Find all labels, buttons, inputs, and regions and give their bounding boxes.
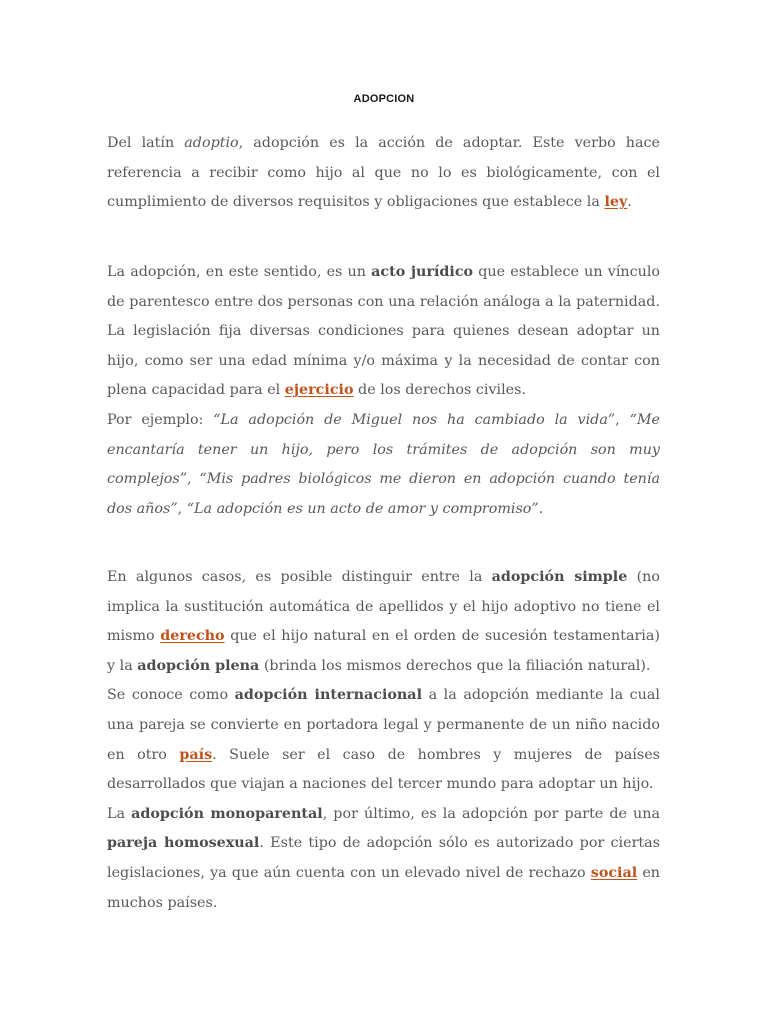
paragraph-internacional [107, 681, 660, 799]
text-segment: en muchos países. [107, 864, 660, 911]
link-ley[interactable]: ley [604, 194, 628, 211]
text-segment: (no implica la sustitución automática de apellidos y el hijo adoptivo no tiene el mismo [107, 569, 660, 645]
paragraph-acto-juridico [107, 258, 660, 406]
text-segment: La adopción, en este sentido, es un [107, 264, 372, 280]
text-segment: La [107, 805, 132, 822]
link-social[interactable]: social [590, 864, 638, 881]
paragraph-monoparental [107, 800, 660, 918]
text-segment: , por último, es la adopción por parte de una [322, 805, 661, 822]
example-quote-1: “La adopción de Miguel nos ha cambiado la vida” [213, 411, 616, 428]
text-segment: , [177, 500, 187, 517]
term-adopcion-simple: adopción simple [491, 569, 628, 585]
paragraph-examples [107, 406, 660, 524]
text-segment: Del latín [107, 135, 185, 151]
text-segment: . [627, 194, 632, 211]
text-segment: de los derechos civiles. [353, 382, 527, 399]
text-segment: Se conoce como [107, 687, 235, 704]
paragraph-simple-plena [107, 563, 660, 681]
term-adopcion-internacional: adopción internacional [234, 687, 422, 704]
link-pais[interactable]: país [179, 746, 213, 763]
section-definition [107, 129, 660, 218]
text-segment: , adopción es la acción de adoptar. Este verbo hace referencia a recibir como hijo al que no lo es biológicamente, con el cumplimiento de diversos requisitos y obligaciones que establece la [107, 135, 660, 211]
text-segment: . Suele ser el caso de hombres y mujeres de países desarrollados que viajan a naciones del tercer mundo para adoptar un hijo. [107, 746, 660, 793]
link-derecho[interactable]: derecho [160, 628, 225, 645]
text-segment: En algunos casos, es posible distinguir entre la [107, 569, 492, 585]
term-adopcion-plena: adopción plena [137, 657, 260, 674]
text-segment: . Este tipo de adopción sólo es autorizado por ciertas legislaciones, ya que aún cuenta con un elevado nivel de rechazo [107, 835, 661, 881]
text-segment: , [615, 411, 630, 428]
example-quote-3: “Mis padres biológicos me dieron en adopción cuando tenía dos años” [107, 471, 660, 517]
term-adopcion-monoparental: adopción monoparental [131, 805, 323, 822]
paragraph-definition [107, 129, 660, 218]
text-segment: Por ejemplo: [107, 411, 214, 428]
example-quote-2: “Me encantaría tener un hijo, pero los trámites de adopción son muy complejos” [107, 411, 660, 488]
example-quote-4: “La adopción es un acto de amor y compromiso” [186, 500, 539, 517]
section-acto-juridico [107, 258, 660, 524]
section-tipos-adopcion [107, 563, 660, 918]
text-segment: , [187, 471, 200, 488]
text-segment: que establece un vínculo de parentesco entre dos personas con una relación análoga a la paternidad. La legislación fija diversas condiciones para quienes desean adoptar un hijo, como ser una edad mínima y/o máxima y la necesidad de contar con plena capacidad para el [107, 264, 660, 399]
term-pareja-homosexual: pareja homosexual [107, 835, 260, 852]
text-segment: a la adopción mediante la cual una pareja se convierte en portadora legal y permanente de un niño nacido en otro [107, 687, 660, 763]
document-title: ADOPCION [353, 93, 415, 105]
text-segment: (brinda los mismos derechos que la filiación natural). [259, 657, 651, 674]
latin-word: adoptio [184, 135, 239, 151]
text-segment: que el hijo natural en el orden de sucesión testamentaria) y la [107, 628, 660, 674]
text-segment: . [538, 500, 544, 517]
link-ejercicio[interactable]: ejercicio [284, 382, 354, 399]
term-acto-juridico: acto jurídico [371, 264, 474, 280]
